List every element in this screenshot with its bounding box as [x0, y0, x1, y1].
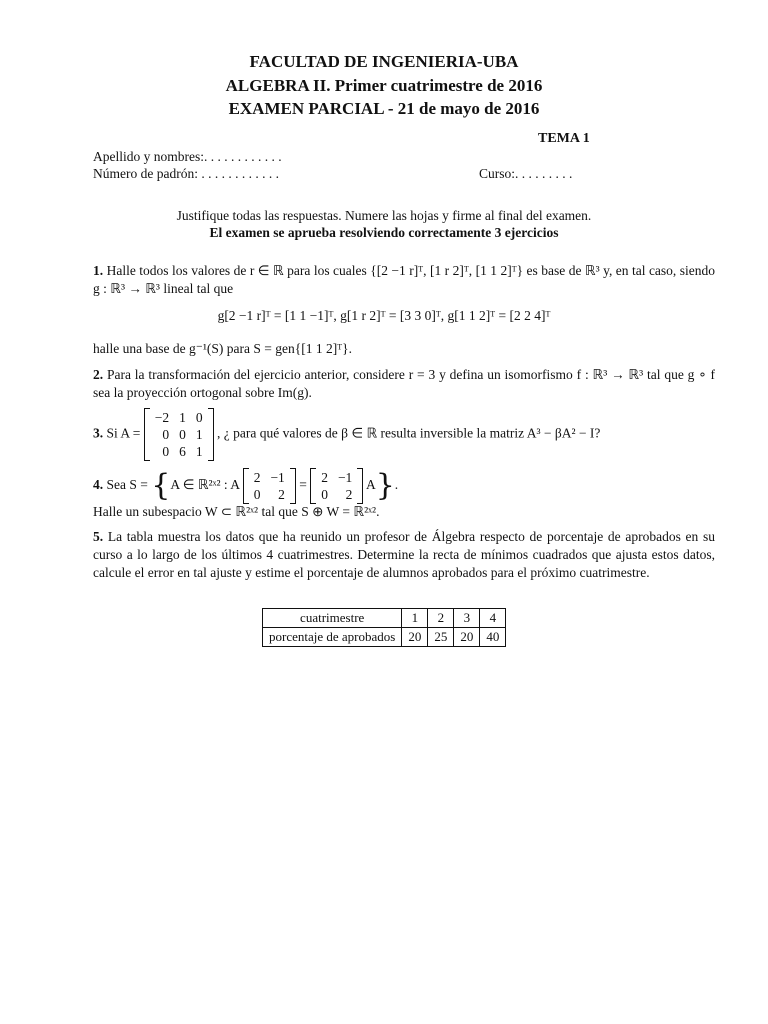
- left-brace-icon: {: [151, 468, 171, 503]
- right-brace-icon: }: [375, 468, 395, 503]
- exercise-5: [93, 528, 715, 582]
- matrix-cell: 2: [253, 470, 261, 485]
- matrix-cell: 1: [179, 410, 186, 425]
- table-cell: 4: [480, 609, 506, 628]
- matrix-cell: 0: [162, 444, 170, 459]
- exercise-1-text: Halle todos los valores de r ∈ ℝ para los cuales {[2 −1 r]ᵀ, [1 r 2]ᵀ, [1 1 2]ᵀ} es base de ℝ³ y, en tal caso, siendo g : ℝ³ → ℝ³ lineal tal que: [93, 263, 716, 296]
- exercise-number: 3.: [93, 425, 104, 441]
- matrix-cell: 6: [179, 444, 186, 459]
- exercise-2: [93, 366, 715, 402]
- data-table: [262, 608, 506, 647]
- curso-field: Curso:. . . . . . . . .: [479, 166, 573, 181]
- matrix-a: [144, 408, 214, 461]
- exercise-number: 1.: [93, 263, 104, 278]
- exercise-1-equation: g[2 −1 r]ᵀ = [1 1 −1]ᵀ, g[1 r 2]ᵀ = [3 3 0]ᵀ, g[1 1 2]ᵀ = [2 2 4]ᵀ: [217, 308, 551, 323]
- matrix-cell: 0: [195, 410, 203, 425]
- matrix-cell: 2: [321, 470, 328, 485]
- exercise-1: [93, 262, 715, 298]
- table-cell: 40: [480, 628, 506, 647]
- header-line-1: FACULTAD DE INGENIERIA-UBA: [249, 52, 519, 71]
- matrix-cell: 0: [321, 487, 328, 502]
- matrix-cell: 1: [195, 427, 203, 442]
- matrix-m-right: [310, 468, 363, 504]
- exercise-number: 2.: [93, 367, 104, 382]
- exercise-1-text-b: halle una base de g⁻¹(S) para S = gen{[1 1 2]ᵀ}.: [93, 341, 352, 356]
- table-cell: 20: [454, 628, 480, 647]
- table-cell: 2: [428, 609, 454, 628]
- matrix-cell: 1: [195, 444, 203, 459]
- tema-label: TEMA 1: [538, 131, 590, 146]
- exercise-4-set-end: A: [365, 477, 376, 493]
- table-cell: 25: [428, 628, 454, 647]
- instructions-line-1: Justifique todas las respuestas. Numere las hojas y firme al final del examen.: [176, 208, 592, 223]
- matrix-cell: 0: [253, 487, 261, 502]
- exercise-4-prefix: Sea S =: [106, 477, 148, 493]
- matrix-cell: 0: [162, 427, 170, 442]
- table-cell: 20: [402, 628, 428, 647]
- table-row: [263, 628, 506, 647]
- exercise-number: 4.: [93, 477, 104, 493]
- matrix-cell: 2: [345, 487, 353, 502]
- matrix-m-left: [243, 468, 296, 504]
- matrix-cell: 0: [179, 427, 186, 442]
- padron-field: Número de padrón: . . . . . . . . . . . .: [93, 166, 279, 181]
- matrix-cell: −1: [337, 470, 353, 485]
- matrix-cell: −1: [270, 470, 285, 485]
- header-line-3: EXAMEN PARCIAL - 21 de mayo de 2016: [228, 99, 540, 118]
- header-line-2: ALGEBRA II. Primer cuatrimestre de 2016: [225, 76, 543, 95]
- table-cell: 1: [402, 609, 428, 628]
- table-row: [263, 609, 506, 628]
- table-cell: 3: [454, 609, 480, 628]
- matrix-cell: −2: [154, 410, 170, 425]
- equals-sign: =: [299, 477, 307, 493]
- exercise-4: 4. Sea S = {A ∈ ℝ²ˣ² : A 2 −1 0 2 = 2 −1 0 2 A}.: [93, 468, 399, 503]
- exercise-number: 5.: [93, 529, 104, 544]
- exercise-3: [93, 408, 715, 461]
- exercise-3-prefix: Si A =: [106, 425, 141, 441]
- exercise-4-set-start: A ∈ ℝ²ˣ² : A: [170, 477, 240, 493]
- exercise-5-text: La tabla muestra los datos que ha reunido un profesor de Álgebra respecto de porcentaje de aprobados en su curso a lo largo de los últimos 4 cuatrimestres. Determine la recta de mínimos cuadrados que ajusta estos datos, calcule el error en tal ajuste y estime el porcentaje de alumnos aprobados para el próximo cuatrimestre.: [93, 529, 715, 580]
- exercise-3-suffix: , ¿ para qué valores de β ∈ ℝ resulta inversible la matriz A³ − βA² − I?: [217, 425, 601, 441]
- table-header-cell: porcentaje de aprobados: [263, 628, 402, 647]
- matrix-cell: 2: [278, 487, 285, 502]
- exercise-4-line-2: Halle un subespacio W ⊂ ℝ²ˣ² tal que S ⊕ W = ℝ²ˣ².: [93, 504, 380, 519]
- apellido-field: Apellido y nombres:. . . . . . . . . . . .: [93, 149, 282, 164]
- exercise-2-text: Para la transformación del ejercicio anterior, considere r = 3 y defina un isomorfismo f : ℝ³ → ℝ³ tal que g ∘ f sea la proyección ortogonal sobre Im(g).: [93, 367, 716, 400]
- table-header-cell: cuatrimestre: [263, 609, 402, 628]
- instructions-line-2: El examen se aprueba resolviendo correctamente 3 ejercicios: [209, 225, 559, 240]
